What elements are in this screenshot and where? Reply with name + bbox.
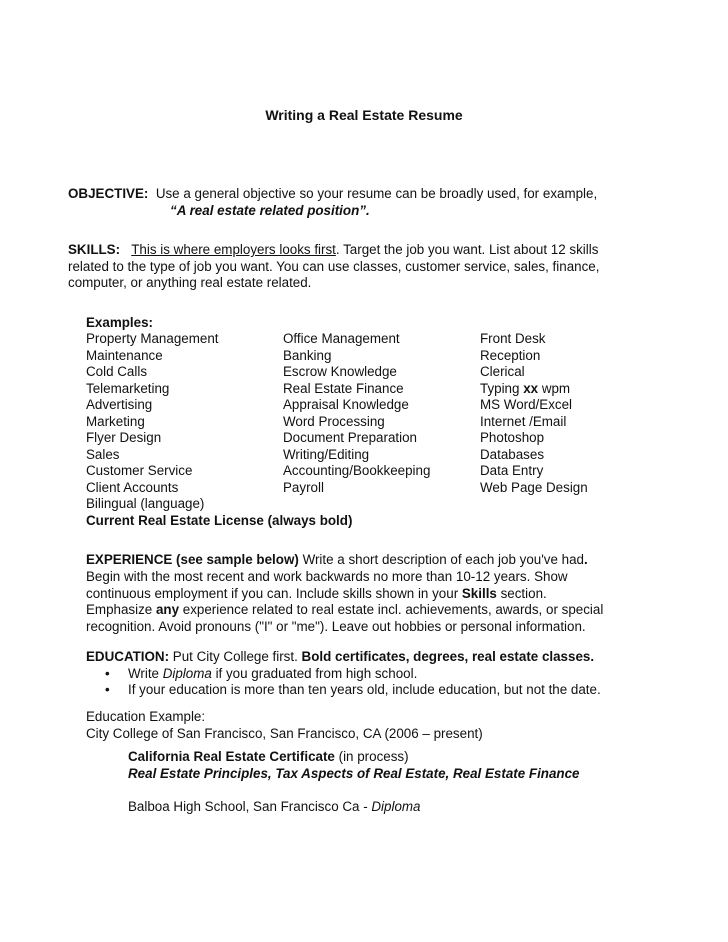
certificate-status: (in process) bbox=[334, 749, 409, 764]
bullet-icon: • bbox=[105, 665, 110, 681]
education-line bbox=[86, 649, 594, 665]
bullet-icon: • bbox=[105, 682, 110, 697]
examples-heading: Examples: bbox=[86, 315, 153, 330]
objective-text: Use a general objective so your resume can be broadly used, for example, bbox=[155, 186, 598, 201]
education-bold-text: Bold certificates, degrees, real estate classes. bbox=[301, 649, 595, 664]
experience-line-1-text: Write a short description of each job you've had bbox=[298, 552, 585, 567]
skills-underlined-text: This is where employers looks first bbox=[131, 242, 336, 257]
education-label: EDUCATION: bbox=[86, 649, 170, 664]
skill-item: Cold Calls bbox=[86, 364, 148, 379]
bullet-1-post: if you graduated from high school. bbox=[211, 665, 418, 681]
skill-item: Reception bbox=[480, 347, 541, 363]
objective-line bbox=[68, 186, 597, 202]
skill-item: Maintenance bbox=[86, 347, 163, 363]
high-school-name: Balboa High School, San Francisco Ca - bbox=[128, 798, 372, 814]
skills-label: SKILLS: bbox=[68, 242, 121, 257]
skill-item: Property Management bbox=[86, 331, 219, 346]
experience-skills-word: Skills bbox=[461, 585, 497, 601]
experience-line-3 bbox=[86, 586, 547, 602]
skill-item: MS Word/Excel bbox=[480, 397, 573, 412]
objective-label: OBJECTIVE: bbox=[68, 186, 149, 201]
skills-line-1-rest: . Target the job you want. List about 12 skills bbox=[335, 242, 599, 257]
certificate-name: California Real Estate Certificate bbox=[128, 749, 335, 764]
experience-line-4 bbox=[86, 602, 603, 618]
education-example-heading: Education Example: bbox=[86, 709, 206, 724]
experience-line-4-post: experience related to real estate incl. achievements, awards, or special bbox=[179, 602, 604, 617]
education-bullet-1 bbox=[128, 666, 417, 682]
experience-line-2: Begin with the most recent and work backwards no more than 10-12 years. Show bbox=[86, 569, 568, 584]
skill-item: Photoshop bbox=[480, 430, 545, 445]
education-bullet-2: If your education is more than ten years old, include education, but not the date. bbox=[128, 682, 601, 697]
skill-item: Internet /Email bbox=[480, 413, 567, 429]
skill-item: Clerical bbox=[480, 364, 525, 379]
skill-item: Front Desk bbox=[480, 331, 546, 346]
certificate-line bbox=[128, 749, 409, 765]
skill-item: Advertising bbox=[86, 397, 153, 412]
bullet-1-pre: Write bbox=[128, 665, 163, 681]
skills-line-2: related to the type of job you want. You can use classes, customer service, sales, finance, bbox=[68, 259, 600, 274]
experience-line-5: recognition. Avoid pronouns ("I" or "me"). Leave out hobbies or personal information. bbox=[86, 618, 586, 634]
bullet-1-diploma: Diploma bbox=[162, 665, 212, 681]
skill-item: Bilingual (language) bbox=[86, 496, 205, 511]
skills-line-3: computer, or anything real estate related. bbox=[68, 275, 312, 290]
skill-item: Telemarketing bbox=[86, 380, 170, 396]
skill-item: Accounting/Bookkeeping bbox=[283, 463, 431, 478]
skill-item: Flyer Design bbox=[86, 430, 162, 445]
skill-item: Customer Service bbox=[86, 463, 193, 478]
skill-item: Appraisal Knowledge bbox=[283, 397, 409, 412]
skill-item: Web Page Design bbox=[480, 479, 588, 495]
college-line: City College of San Francisco, San Francisco, CA (2006 – present) bbox=[86, 725, 483, 741]
typing-post: wpm bbox=[538, 380, 571, 396]
skill-item: Payroll bbox=[283, 479, 324, 495]
experience-line-4-pre: Emphasize bbox=[86, 602, 156, 617]
objective-example: “A real estate related position”. bbox=[170, 203, 370, 218]
experience-line-3-post: section. bbox=[496, 585, 547, 601]
page-title: Writing a Real Estate Resume bbox=[265, 107, 463, 123]
skill-item: Databases bbox=[480, 446, 545, 462]
skill-item: Data Entry bbox=[480, 463, 544, 478]
experience-line-1-end: . bbox=[584, 552, 588, 567]
skill-item: Word Processing bbox=[283, 413, 385, 429]
high-school-line bbox=[128, 799, 421, 815]
skill-item: Banking bbox=[283, 347, 332, 363]
experience-line-3-pre: continuous employment if you can. Include skills shown in your bbox=[86, 585, 462, 601]
skill-item: Sales bbox=[86, 446, 120, 462]
skill-item: Document Preparation bbox=[283, 430, 417, 445]
experience-label: EXPERIENCE (see sample below) bbox=[86, 552, 299, 567]
high-school-diploma: Diploma bbox=[371, 798, 421, 814]
skill-item: Marketing bbox=[86, 413, 145, 429]
experience-any-word: any bbox=[155, 602, 180, 617]
skill-item: Writing/Editing bbox=[283, 446, 370, 462]
skills-line-1 bbox=[68, 242, 598, 258]
license-line: Current Real Estate License (always bold) bbox=[86, 512, 353, 528]
skill-item: Real Estate Finance bbox=[283, 380, 404, 396]
experience-line-1 bbox=[86, 552, 588, 568]
skill-item: Escrow Knowledge bbox=[283, 364, 397, 379]
typing-pre: Typing bbox=[480, 380, 524, 396]
typing-speed-placeholder: xx bbox=[523, 380, 539, 396]
skill-item: Client Accounts bbox=[86, 479, 179, 495]
skill-item: Office Management bbox=[283, 331, 400, 346]
skill-item-typing bbox=[480, 381, 570, 397]
education-text: Put City College first. bbox=[169, 649, 302, 664]
courses-line: Real Estate Principles, Tax Aspects of Real Estate, Real Estate Finance bbox=[128, 765, 580, 781]
